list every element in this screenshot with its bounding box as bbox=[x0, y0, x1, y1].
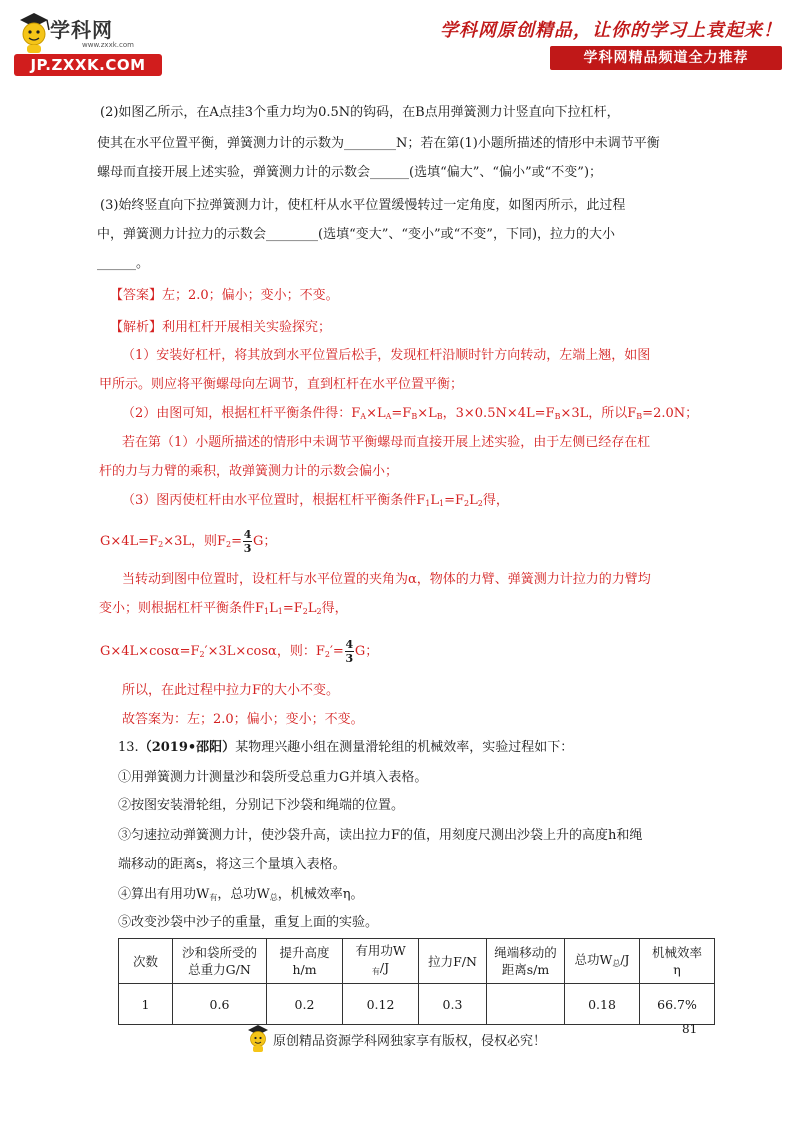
formula-2: $G\times 4L\times\cos\alpha=F_2'\times 3L\times\cos\alpha$，则：$F_2'=$ $\frac{4}{3}$ G； bbox=[100, 638, 379, 665]
th-efficiency: 机械效率 η bbox=[640, 939, 715, 984]
exp-1-line-2: 甲所示。则应将平衡螺母向左调节，直到杠杆在水平位置平衡； bbox=[99, 377, 464, 392]
explanation-title: 【解析】利用杠杆开展相关实验探究； bbox=[110, 320, 332, 335]
q3-line-1: (3)始终竖直向下拉弹簧测力计，使杠杆从水平位置缓慢转过一定角度，如图丙所示，此过程 bbox=[100, 198, 626, 213]
logo-url-text: JP.ZXXK.COM bbox=[30, 56, 146, 74]
q2-line-1: (2)如图乙所示，在A点挂3个重力均为0.5N的钩码，在B点用弹簧测力计竖直向下拉杠杆， bbox=[100, 105, 620, 120]
q13-step-3-line-1: ③匀速拉动弹簧测力计，使沙袋升高，读出拉力F的值，用刻度尺测出沙袋上升的高度h和绳 bbox=[118, 828, 643, 843]
th-useful-work: 有用功W $_有$/J bbox=[343, 939, 419, 984]
header-slogan: 学科网原创精品，让你的学习上袁起来！ bbox=[440, 20, 782, 41]
fraction-four-thirds-2: $\frac{4}{3}$ bbox=[345, 638, 354, 665]
cell-pull-force: 0.3 bbox=[419, 984, 487, 1025]
exp-6-line: 所以，在此过程中拉力F的大小不变。 bbox=[122, 683, 340, 698]
th-count: 次数 bbox=[119, 939, 173, 984]
cell-efficiency: 66.7% bbox=[640, 984, 715, 1025]
q13-step-4: ④算出有用功$W_有$，总功$W_总$，机械效率η。 bbox=[118, 887, 364, 902]
experiment-table bbox=[118, 938, 715, 1025]
exp-3-line-2: 杆的力与力臂的乘积，故弹簧测力计的示数会偏小； bbox=[99, 464, 399, 479]
th-total-gravity: 沙和袋所受的 总重力G/N bbox=[173, 939, 267, 984]
formula-1: $G\times 4L=F_2\times 3L$，则$F_2=$ $\frac{4}{3}$ G； bbox=[100, 528, 277, 555]
mascot-icon bbox=[14, 10, 54, 54]
q2-line-3: 螺母而直接开展上述实验，弹簧测力计的示数会______(选填“偏大”、“偏小”或“不变”)； bbox=[97, 165, 603, 180]
cell-height: 0.2 bbox=[267, 984, 343, 1025]
page-number: 81 bbox=[682, 1022, 698, 1036]
table-row bbox=[119, 984, 715, 1025]
th-pull-force: 拉力F/N bbox=[419, 939, 487, 984]
q13-step-1: ①用弹簧测力计测量沙和袋所受总重力G并填入表格。 bbox=[118, 770, 428, 785]
exp-2-line: （2）由图可知，根据杠杆平衡条件得：$F_A\times L_A=F_B\times L_B$，$3\times 0.5N\times 4L=F_B\times 3L$，所以$F_B=2.0N$； bbox=[122, 406, 699, 421]
exp-7-line: 故答案为：左；2.0；偏小；变小；不变。 bbox=[122, 712, 364, 727]
logo-small-url: www.zxxk.com bbox=[82, 41, 134, 49]
cell-rope-distance bbox=[487, 984, 565, 1025]
q2-line-2: 使其在水平位置平衡，弹簧测力计的示数为________N；若在第(1)小题所描述的情形中未调节平衡 bbox=[97, 136, 660, 151]
th-height: 提升高度 h/m bbox=[267, 939, 343, 984]
cell-useful-work: 0.12 bbox=[343, 984, 419, 1025]
table-header-row bbox=[119, 939, 715, 984]
logo-chinese-text: 学科网 bbox=[50, 18, 113, 42]
cell-count: 1 bbox=[119, 984, 173, 1025]
q13-step-3-line-2: 端移动的距离s，将这三个量填入表格。 bbox=[118, 857, 346, 872]
cell-total-work: 0.18 bbox=[565, 984, 640, 1025]
channel-banner-text: 学科网精品频道全力推荐 bbox=[583, 50, 749, 66]
exp-5-line-1: 当转动到图中位置时，设杠杆与水平位置的夹角为α，物体的力臂、弹簧测力计拉力的力臂均 bbox=[122, 572, 651, 587]
exp-4-line: （3）图丙使杠杆由水平位置时，根据杠杆平衡条件$F_1L_1=F_2L_2$得， bbox=[122, 493, 509, 508]
answer-line: 【答案】左；2.0；偏小；变小；不变。 bbox=[110, 288, 339, 303]
q3-line-2: 中，弹簧测力计拉力的示数会________(选填“变大”、“变小”或“不变”，下同)，拉力的大小 bbox=[97, 227, 616, 242]
mascot-icon bbox=[245, 1023, 271, 1053]
fraction-four-thirds: $\frac{4}{3}$ bbox=[243, 528, 252, 555]
th-total-work: 总功$W_总/J$ bbox=[565, 939, 640, 984]
exp-5-line-2: 变小；则根据杠杆平衡条件$F_1L_1=F_2L_2$得， bbox=[99, 601, 348, 616]
th-rope-distance: 绳端移动的 距离s/m bbox=[487, 939, 565, 984]
q13-step-5: ⑤改变沙袋中沙子的重量，重复上面的实验。 bbox=[118, 915, 379, 930]
cell-gravity: 0.6 bbox=[173, 984, 267, 1025]
site-logo[interactable] bbox=[14, 10, 164, 76]
q13-heading: 13.（2019•邵阳）某物理兴趣小组在测量滑轮组的机械效率，实验过程如下： bbox=[118, 740, 574, 755]
exp-3-line-1: 若在第（1）小题所描述的情形中未调节平衡螺母而直接开展上述实验，由于左侧已经存在杠 bbox=[122, 435, 651, 450]
q13-step-2: ②按图安装滑轮组，分别记下沙袋和绳端的位置。 bbox=[118, 798, 405, 813]
q3-line-3: ______。 bbox=[97, 256, 150, 271]
exp-1-line-1: （1）安装好杠杆，将其放到水平位置后松手，发现杠杆沿顺时针方向转动，左端上翘，如图 bbox=[122, 348, 651, 363]
copyright-text: 原创精品资源学科网独家享有版权，侵权必究！ bbox=[273, 1034, 547, 1049]
